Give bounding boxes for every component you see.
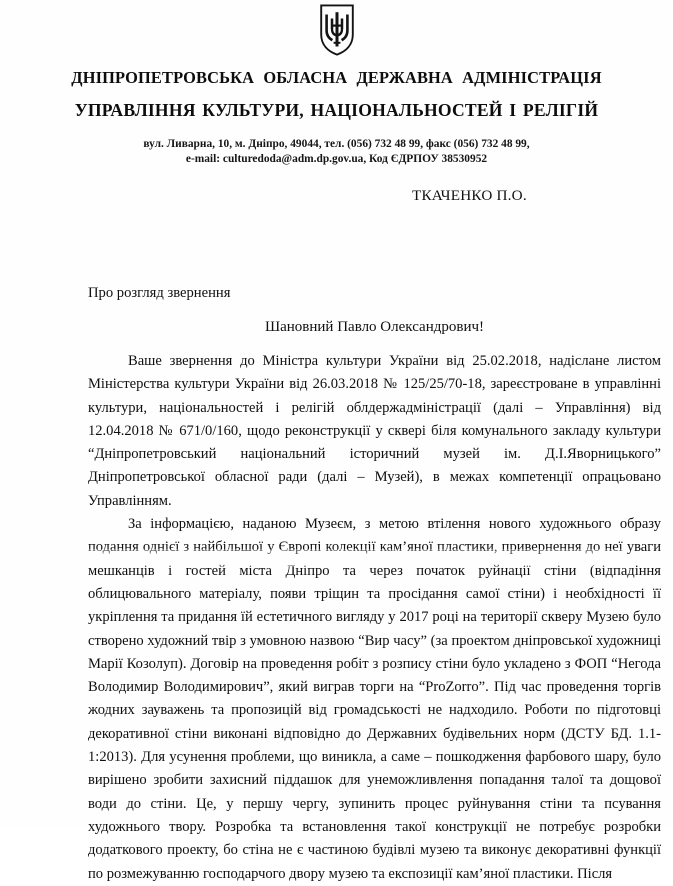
body-paragraph-1: Ваше звернення до Міністра культури України від 25.02.2018, надіслане листом Міністерства культури України від 26.03.2018 № 125/25/70-18, зареєстроване в управлінні культури, національностей і релігій облдержадміністрації (далі – Управління) від 12.04.2018 № 671/0/160, щодо реконструкції у сквері біля комунального закладу культури “Дніпропетровський національний історичний музей ім. Д.І.Яворницького” Дніпропетровської обласної ради (далі – Музей), в межах компетенції опрацьовано Управлінням. xyxy=(88,353,661,509)
emblem-container xyxy=(0,4,673,56)
letter-body xyxy=(88,350,661,886)
body-paragraph-2: За інформацією, наданою Музеєм, з метою втілення нового художнього образу подання однієї з найбільшої у Європі колекції кам’яної пластики, привернення до неї уваги мешканців і гостей міста Дніпро та через початок руйнації стіни (відпадіння облицювального матеріалу, появи тріщин та просідання самої стіни) і необхідності її укріплення та придання їй естетичного вигляду у 2017 році на території скверу Музею було створено художний твір з умовною назвою “Вир часу” (за проектом дніпровської художниці Марії Козолуп). Договір на проведення робіт з розпису стіни було укладено з ФОП “Негода Володимир Володимирович”, який виграв торги на “ProZorro”. Під час проведення торгів жодних зауважень та пропозицій від громадськості не надходило. Роботи по підготовці декоративної стіни виконані відповідно до Державних будівельних норм (ДСТУ БД. 1.1-1:2013). Для усунення проблеми, що виникла, а саме – пошкодження фарбового шару, було вирішено зробити захисний піддашок для унеможливлення попадання талої та дощової води до стіни. Це, у першу чергу, зупинить процес руйнування стіни та псування художнього твору. Розробка та встановлення такої конструкції не потребує розробки додаткового проекту, бо стіна не є частиною будівлі музею та виконує декоративні функції по розмежуванню господарчого двору музею та експозиції кам’яної пластики. Після xyxy=(88,516,661,882)
salutation: Шановний Павло Олександрович! xyxy=(264,319,485,335)
contact-address-line: вул. Ливарна, 10, м. Дніпро, 49044, тел. (056) 732 48 99, факс (056) 732 48 99, xyxy=(143,138,530,150)
subject-line: Про розгляд звернення xyxy=(88,285,231,301)
organization-title-line-2: УПРАВЛІННЯ КУЛЬТУРИ, НАЦІОНАЛЬНОСТЕЙ І РЕЛІГІЙ xyxy=(74,100,599,120)
ukraine-trident-coat-of-arms-icon xyxy=(319,4,355,56)
contact-email-line: e-mail: culturedoda@adm.dp.gov.ua, Код ЄДРПОУ 38530952 xyxy=(185,153,488,165)
organization-title-line-1: ДНІПРОПЕТРОВСЬКА ОБЛАСНА ДЕРЖАВНА АДМІНІСТРАЦІЯ xyxy=(71,68,602,87)
addressee-name: ТКАЧЕНКО П.О. xyxy=(412,187,527,204)
